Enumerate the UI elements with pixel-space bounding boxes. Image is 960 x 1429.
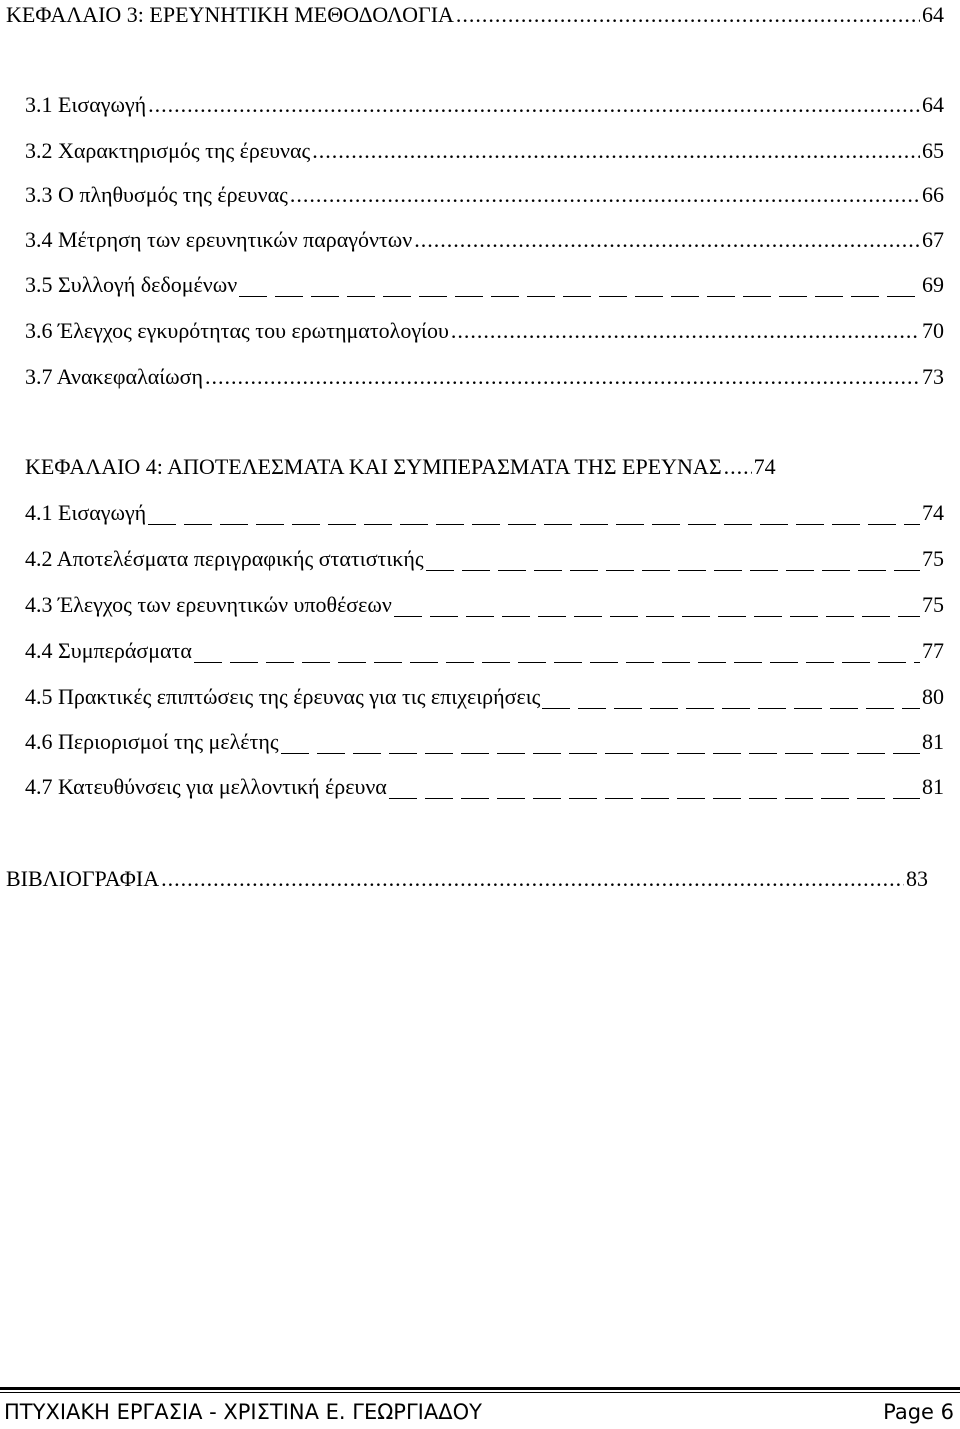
toc-entry-4-7[interactable]: [25, 772, 944, 802]
toc-entry-page: 64: [922, 2, 944, 27]
toc-leader-dots: [451, 316, 920, 346]
toc-entry-page: 75: [922, 592, 944, 617]
toc-entry-3-7[interactable]: [25, 362, 944, 392]
page-footer: [4, 1396, 954, 1428]
toc-leader-dashes: [542, 693, 920, 709]
toc-entry-4-2[interactable]: [25, 544, 944, 574]
toc-entry-label: 3.4 Μέτρηση των ερευνητικών παραγόντων: [25, 227, 413, 252]
toc-entry-page: 77: [922, 638, 944, 663]
toc-entry-label: 4.5 Πρακτικές επιπτώσεις της έρευνας για τις επιχειρήσεις: [25, 684, 541, 709]
toc-entry-3-1[interactable]: [25, 90, 944, 120]
toc-entry-4-1[interactable]: [25, 498, 944, 528]
toc-entry-3-4[interactable]: [25, 225, 944, 255]
toc-entry-page: 74: [753, 454, 776, 479]
toc-leader-dashes: [239, 281, 922, 297]
toc-leader-dots: [205, 362, 920, 392]
toc-entry-label: 4.3 Έλεγχος των ερευνητικών υποθέσεων: [25, 592, 392, 617]
toc-entry-label: 3.5 Συλλογή δεδομένων: [25, 272, 238, 297]
toc-leader-dots: [456, 0, 920, 30]
toc-entry-page: 74: [922, 500, 944, 525]
toc-leader-dashes: [148, 509, 920, 525]
toc-entry-page: 70: [922, 318, 944, 343]
toc-leader-dashes: [389, 783, 920, 799]
toc-entry-label: ΚΕΦΑΛΑΙΟ 3: ΕΡΕΥΝΗΤΙΚΗ ΜΕΘΟΔΟΛΟΓΙΑ: [6, 2, 454, 27]
toc-leader-dots: [161, 864, 904, 894]
toc-leader-dots: [312, 136, 920, 166]
toc-entry-label: ΚΕΦΑΛΑΙΟ 4: ΑΠΟΤΕΛΕΣΜΑΤΑ ΚΑΙ ΣΥΜΠΕΡΑΣΜΑΤΑ ΤΗΣ ΕΡΕΥΝΑΣ: [25, 454, 722, 479]
toc-leader-dashes: [281, 738, 920, 754]
toc-entry-bibliography[interactable]: [6, 864, 928, 894]
toc-leader-dashes: [194, 647, 920, 663]
toc-entry-label: ΒΙΒΛΙΟΓΡΑΦΙΑ: [6, 866, 160, 891]
toc-entry-label: 4.7 Κατευθύνσεις για μελλοντική έρευνα: [25, 774, 387, 799]
toc-leader-dashes: [394, 601, 920, 617]
toc-entry-label: 4.2 Αποτελέσματα περιγραφικής στατιστικής: [25, 546, 424, 571]
toc-entry-3-2[interactable]: [25, 136, 944, 166]
footer-rule-thin: [0, 1392, 960, 1393]
toc-entry-page: 83: [906, 866, 928, 891]
toc-entry-page: 73: [922, 364, 944, 389]
toc-entry-label: 3.7 Ανακεφαλαίωση: [25, 364, 204, 389]
toc-entry-label: 4.4 Συμπεράσματα: [25, 638, 192, 663]
toc-entry-label: 3.6 Έλεγχος εγκυρότητας του ερωτηματολογίου: [25, 318, 449, 343]
toc-entry-3-3[interactable]: [25, 180, 944, 210]
page-number: Page 6: [883, 1400, 954, 1424]
footer-rule: [0, 1387, 960, 1390]
toc-entry-page: 80: [922, 684, 944, 709]
toc-entry-page: 69: [922, 272, 944, 297]
toc-leader-dots: [148, 90, 920, 120]
toc-entry-page: 66: [922, 182, 944, 207]
toc-leader-dashes: [426, 555, 920, 571]
toc-entry-label: 3.3 Ο πληθυσμός της έρευνας: [25, 182, 288, 207]
toc-entry-4-5[interactable]: [25, 682, 944, 712]
toc-entry-page: 65: [922, 138, 944, 163]
toc-entry-4-6[interactable]: [25, 727, 944, 757]
toc-entry-label: 3.1 Εισαγωγή: [25, 92, 147, 117]
toc-entry-page: 75: [922, 546, 944, 571]
toc-leader-dots: [290, 180, 920, 210]
toc-entry-page: 81: [922, 729, 944, 754]
toc-entry-page: 81: [922, 774, 944, 799]
toc-entry-3-5[interactable]: [25, 270, 944, 300]
toc-leader-dots: [724, 452, 752, 482]
toc-entry-label: 4.6 Περιορισμοί της μελέτης: [25, 729, 279, 754]
toc-entry-label: 3.2 Χαρακτηρισμός της έρευνας: [25, 138, 311, 163]
toc-entry-label: 4.1 Εισαγωγή: [25, 500, 147, 525]
toc-entry-3-6[interactable]: [25, 316, 944, 346]
toc-entry-4-4[interactable]: [25, 636, 944, 666]
toc-entry-chapter-3[interactable]: [6, 0, 944, 30]
toc-entry-page: 64: [922, 92, 944, 117]
toc-entry-chapter-4[interactable]: [25, 452, 944, 482]
toc-entry-page: 67: [922, 227, 944, 252]
footer-title: ΠΤΥΧΙΑΚΗ ΕΡΓΑΣΙΑ - ΧΡΙΣΤΙΝΑ Ε. ΓΕΩΡΓΙΑΔΟΥ: [4, 1400, 482, 1424]
toc-entry-4-3[interactable]: [25, 590, 944, 620]
toc-leader-dots: [414, 225, 920, 255]
